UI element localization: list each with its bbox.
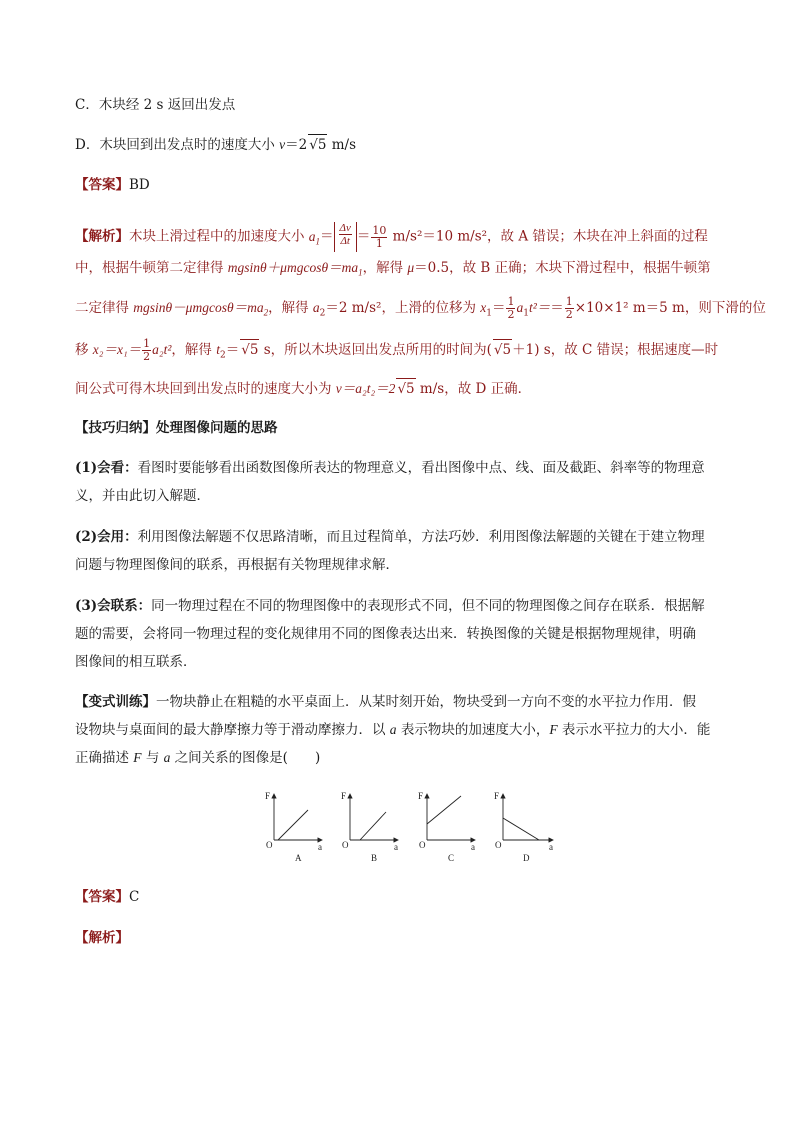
answer-2-value: C bbox=[129, 889, 140, 905]
graph-b-origin: O bbox=[342, 840, 349, 850]
tips-p1-line-1: (1)会看：看图时要能够看出函数图像所表达的物理意义，看出图像中点、线、面及截距、斜率等的物理意 bbox=[75, 460, 705, 476]
graph-a-line bbox=[278, 810, 308, 840]
option-d-unit: m/s bbox=[327, 137, 356, 153]
graph-d-caption: D bbox=[523, 853, 530, 863]
graph-d-y-label: F bbox=[494, 791, 500, 801]
option-d-sqrt: √5 bbox=[308, 134, 327, 155]
answer-2 bbox=[75, 887, 139, 907]
graph-b-x-label: a bbox=[394, 842, 398, 852]
tips-p2-line-2: 问题与物理图像间的联系，再根据有关物理规律求解． bbox=[75, 557, 399, 573]
tips-p1-line-2: 义，并由此切入解题． bbox=[75, 488, 210, 504]
analysis-2-tag: 【解析】 bbox=[75, 930, 129, 946]
graph-d bbox=[494, 791, 553, 863]
analysis-1-tag: 【解析】 bbox=[75, 228, 129, 245]
option-graphs bbox=[260, 790, 560, 865]
exercise-line-1: 【变式训练】一物块静止在粗糙的水平桌面上．从某时刻开始，物块受到一方向不变的水平拉力作用．假 bbox=[75, 694, 696, 710]
tips-p2-line-1: (2)会用：利用图像法解题不仅思路清晰，而且过程简单，方法巧妙．利用图像法解题的关键在于建立物理 bbox=[75, 529, 705, 545]
option-d bbox=[75, 134, 356, 155]
answer-1-tag: 【答案】 bbox=[75, 177, 129, 193]
analysis-1-line-5: 间公式可得木块回到出发点时的速度大小为 v＝a₂t₂＝2 √5 m/s，故 D 正确． bbox=[75, 378, 531, 399]
analysis-1-line-2: 中，根据牛顿第二定律得 $mgsin\theta+\mu mgcos\theta=ma_1$，解得 μ＝0.5，故 B 正确；木块下滑过程中，根据牛顿第 bbox=[75, 260, 711, 278]
graph-d-origin: O bbox=[495, 840, 502, 850]
abs-fraction: $\frac{\Delta v}{\Delta t}$ bbox=[334, 222, 357, 252]
graph-b-y-label: F bbox=[341, 791, 347, 801]
tips-heading: 【技巧归纳】处理图像问题的思路 bbox=[75, 420, 278, 436]
graph-c-line bbox=[427, 796, 461, 824]
graph-c bbox=[418, 791, 475, 863]
exercise-tag: 【变式训练】 bbox=[75, 694, 156, 710]
graph-c-origin: O bbox=[419, 840, 426, 850]
graph-b-line bbox=[360, 812, 386, 840]
option-d-var: v bbox=[279, 137, 286, 152]
graph-c-caption: C bbox=[448, 853, 455, 863]
option-c: C．木块经 2 s 返回出发点 bbox=[75, 97, 236, 113]
tips-p3-tag: (3)会联系： bbox=[75, 598, 152, 614]
tips-p3-line-2: 题的需要，会将同一物理过程的变化规律用不同的图像表达出来．转换图像的关键是根据物理规律，明确 bbox=[75, 626, 696, 642]
analysis-1-line-4: 移 x₂＝x₁＝ $\frac{1}{2}$ a₂t²，解得 $t_2= √5$ s，所以木块返回出发点所用的时间为( √5＋1) s，故 C 错误；根据速度—时 bbox=[75, 337, 719, 363]
graph-a-origin: O bbox=[266, 840, 273, 850]
answer-1-value: BD bbox=[129, 177, 150, 193]
graph-a-caption: A bbox=[295, 853, 302, 863]
option-d-prefix: D．木块回到出发点时的速度大小 bbox=[75, 137, 280, 153]
analysis-text: 木块上滑过程中的加速度大小 bbox=[129, 228, 309, 245]
graph-d-x-label: a bbox=[549, 842, 553, 852]
analysis-1-line-3: 二定律得 $mgsin\theta-\mu mgcos\theta=ma_2$，解得 $a_2=2$ m/s²，上滑的位移为 $x_1=$ $\frac{1}{2}$ $a_1t^2==$ $\frac{1}{2}$ ×10×1² m＝5 m，则下滑的位 bbox=[75, 295, 766, 321]
answer-2-tag: 【答案】 bbox=[75, 889, 129, 905]
analysis-var: $a_1$ bbox=[308, 228, 321, 247]
tips-p3-line-3: 图像间的相互联系． bbox=[75, 654, 197, 670]
tips-p3-line-1: (3)会联系：同一物理过程在不同的物理图像中的表现形式不同，但不同的物理图像之间存在联系．根据解 bbox=[75, 598, 705, 614]
analysis-1-line-1: 【解析】木块上滑过程中的加速度大小 $a_1=$ $\frac{\Delta v}{\Delta t}$ ＝ $\frac{10}{1}$ m/s²＝10 m/s²，故 A 错误；木块在冲上斜面的过程 bbox=[75, 222, 708, 252]
graph-b bbox=[341, 791, 398, 863]
option-d-eq: ＝2 bbox=[285, 137, 308, 153]
fraction-10-1: $\frac{10}{1}$ bbox=[372, 223, 387, 250]
graph-a bbox=[265, 791, 322, 863]
graph-c-x-label: a bbox=[471, 842, 475, 852]
graph-a-y-label: F bbox=[265, 791, 271, 801]
answer-1 bbox=[75, 175, 150, 195]
exercise-line-3: 正确描述 F 与 a 之间关系的图像是( ) bbox=[75, 750, 321, 766]
tips-p2-tag: (2)会用： bbox=[75, 529, 138, 545]
tips-p1-tag: (1)会看： bbox=[75, 460, 138, 476]
graph-a-x-label: a bbox=[318, 842, 322, 852]
graph-d-line bbox=[503, 818, 539, 840]
graph-b-caption: B bbox=[371, 853, 378, 863]
graph-c-y-label: F bbox=[418, 791, 424, 801]
exercise-line-2: 设物块与桌面间的最大静摩擦力等于滑动摩擦力．以 a 表示物块的加速度大小，F 表示水平拉力的大小．能 bbox=[75, 722, 711, 738]
